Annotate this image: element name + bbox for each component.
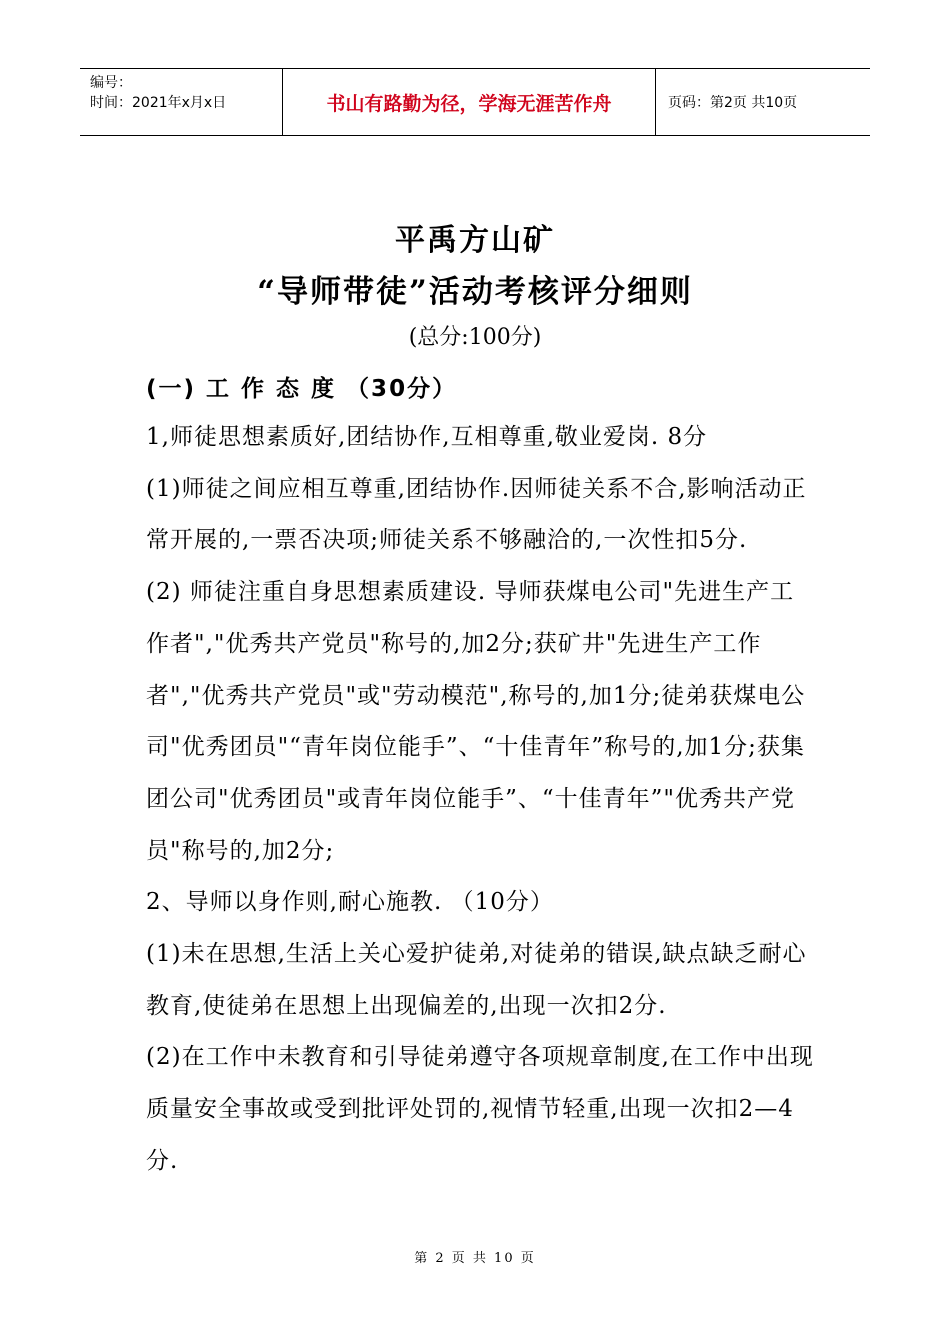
section-heading: (一) 工 作 态 度 （30分） xyxy=(146,376,458,402)
header-motto-cell xyxy=(282,69,656,135)
paragraph: 2、导师以身作则,耐心施教. （10分） xyxy=(146,889,554,916)
header-page-info: 页码：第2页 共10页 xyxy=(668,95,798,111)
header-motto: 书山有路勤为径，学海无涯苦作舟 xyxy=(326,92,612,115)
document-subtitle: (总分:100分) xyxy=(408,325,542,350)
page-header xyxy=(80,68,870,136)
paragraph: (1)师徒之间应相互尊重,团结协作.因师徒关系不合,影响活动正常开展的,一票否决项;师徒关系不够融洽的,一次性扣5分. xyxy=(146,475,807,554)
paragraph: (2)在工作中未教育和引导徒弟遵守各项规章制度,在工作中出现质量安全事故或受到批评处罚的,视情节轻重,出现一次扣2—4分. xyxy=(146,1044,814,1174)
header-time-label: 时间：2021年x月x日 xyxy=(90,95,227,111)
paragraph: (1)未在思想,生活上关心爱护徒弟,对徒弟的错误,缺点缺乏耐心教育,使徒弟在思想上出现偏差的,出现一次扣2分. xyxy=(146,941,807,1019)
paragraph: 1,师徒思想素质好,团结协作,互相尊重,敬业爱岗. 8分 xyxy=(146,424,708,450)
header-page-cell xyxy=(656,69,870,135)
header-meta xyxy=(80,69,282,135)
page-footer: 第 2 页 共 10 页 xyxy=(414,1251,536,1266)
document-body xyxy=(146,412,818,1188)
paragraph: (2) 师徒注重自身思想素质建设. 导师获煤电公司"先进生产工作者","优秀共产党员"称号的,加2分;获矿井"先进生产工作者","优秀共产党员"或"劳动模范",称号的,加1分;徒弟获煤电公司"优秀团员"“青年岗位能手”、“十佳青年”称号的,加1分;获集团公司"优秀团员"或青年岗位能手”、“十佳青年”"优秀共产党员"称号的,加2分; xyxy=(146,579,806,864)
document-title-line1: 平禹方山矿 xyxy=(395,223,555,258)
document-title-line2: “导师带徒”活动考核评分细则 xyxy=(257,274,693,310)
header-number-label: 编号： xyxy=(90,75,132,91)
